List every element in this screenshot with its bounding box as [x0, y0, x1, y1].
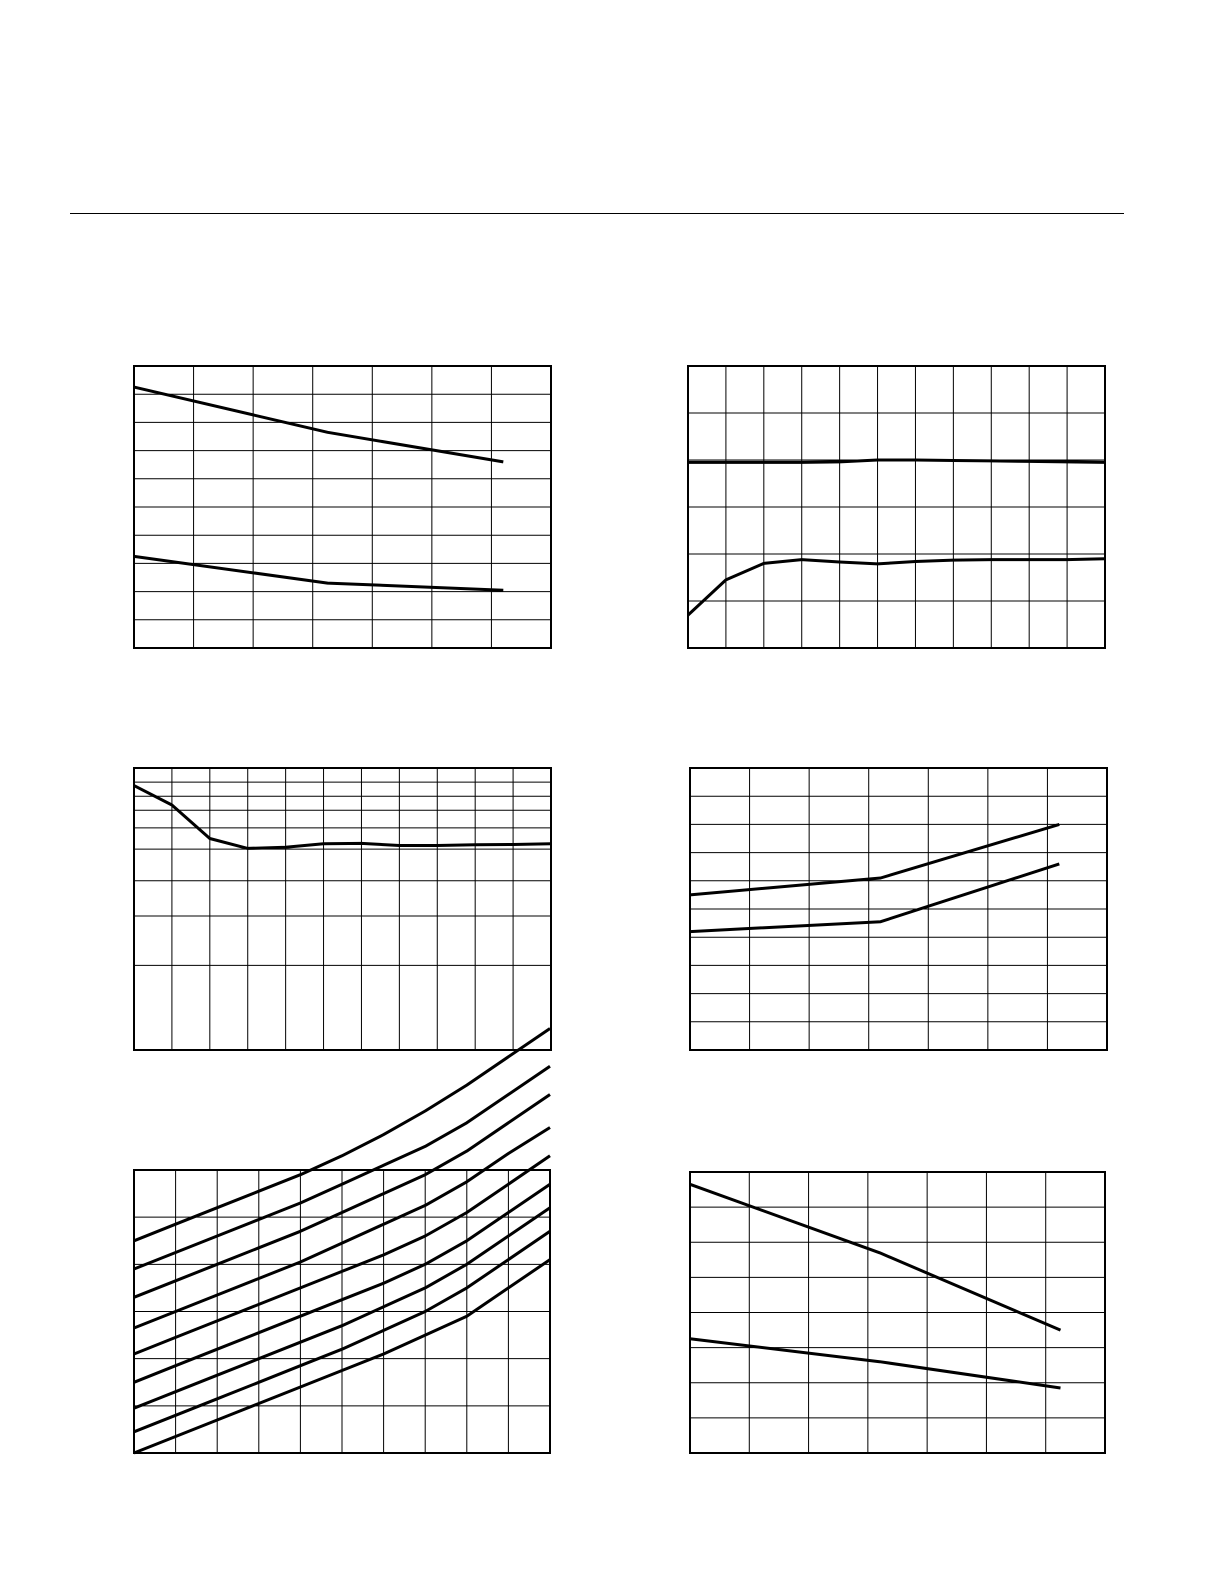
plot-middle-right	[690, 768, 1107, 1050]
plot-bottom-left	[134, 1029, 550, 1454]
plot-bottom-right	[690, 1172, 1105, 1453]
plot-top-right	[688, 366, 1105, 648]
plot-middle-left	[134, 768, 551, 1050]
plot-top-left	[134, 366, 551, 648]
